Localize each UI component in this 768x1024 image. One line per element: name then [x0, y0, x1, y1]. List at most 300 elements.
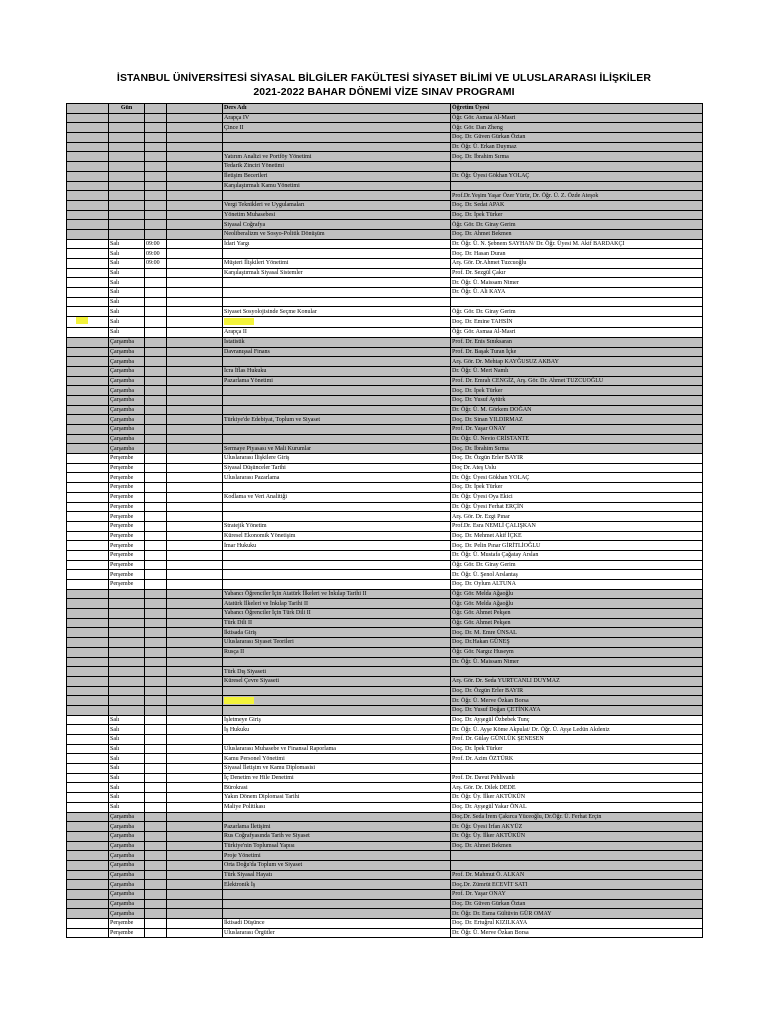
empty-cell	[167, 783, 223, 793]
teacher-cell: Dr. Öğr. Üyesi Gökhan YOLAÇ	[451, 171, 703, 181]
table-row	[67, 492, 703, 502]
teacher-cell: Öğr. Gör. Melda Ağaoğlu	[451, 599, 703, 609]
teacher-cell	[451, 851, 703, 861]
table-row	[67, 191, 703, 201]
empty-cell	[167, 278, 223, 288]
table-row	[67, 783, 703, 793]
teacher-cell: Dr. Öğr. Ü. Mustafa Çağatay Arslan	[451, 550, 703, 560]
header-cell	[145, 104, 167, 114]
row-marker-cell	[67, 725, 109, 735]
teacher-cell: Dr. Öğr. Ü. Mert Namlı	[451, 366, 703, 376]
day-cell: Salı	[109, 297, 145, 307]
teacher-cell: Prof. Dr. Enis Sınıksaran	[451, 337, 703, 347]
row-marker-cell	[67, 376, 109, 386]
row-marker-cell	[67, 521, 109, 531]
empty-cell	[167, 307, 223, 317]
row-marker-cell	[67, 386, 109, 396]
table-row	[67, 229, 703, 239]
time-cell	[145, 200, 167, 210]
teacher-cell: Dr. Öğr. Ü. N. Şebnem SAYHAN/ Dr. Öğr. Üyesi M. Akif BARDAKÇI	[451, 239, 703, 249]
row-marker-cell	[67, 502, 109, 512]
time-cell	[145, 851, 167, 861]
day-cell: Perşembe	[109, 492, 145, 502]
row-marker-cell	[67, 744, 109, 754]
table-row	[67, 454, 703, 464]
day-cell: Salı	[109, 773, 145, 783]
teacher-cell: Öğr. Gör. Ahmet Pekşen	[451, 609, 703, 619]
course-cell: Türkiye'nin Toplumsal Yapısı	[223, 841, 451, 851]
row-marker-cell	[67, 357, 109, 367]
day-cell	[109, 229, 145, 239]
day-cell	[109, 618, 145, 628]
row-marker-cell	[67, 133, 109, 143]
row-marker-cell	[67, 628, 109, 638]
day-cell: Çarşamba	[109, 376, 145, 386]
course-cell: Uluslararası Örgütler	[223, 928, 451, 938]
day-cell: Çarşamba	[109, 812, 145, 822]
row-marker-cell	[67, 560, 109, 570]
teacher-cell: Doç. Dr. İpek Türker	[451, 744, 703, 754]
day-cell: Çarşamba	[109, 909, 145, 919]
time-cell	[145, 328, 167, 338]
teacher-cell: Doç. Dr. Ahmet Bekmen	[451, 229, 703, 239]
time-cell: 09:00	[145, 249, 167, 259]
teacher-cell: Prof. Dr. Mahmut Ö. ALKAN	[451, 870, 703, 880]
teacher-cell: Doç. Dr. İpek Türker	[451, 210, 703, 220]
table-row	[67, 599, 703, 609]
empty-cell	[167, 492, 223, 502]
empty-cell	[167, 599, 223, 609]
day-cell: Salı	[109, 307, 145, 317]
empty-cell	[167, 715, 223, 725]
row-marker-cell	[67, 200, 109, 210]
time-cell	[145, 812, 167, 822]
teacher-cell: Prof. Dr. Sezgül Çakır	[451, 268, 703, 278]
teacher-cell: Dr. Öğr. Üyesi Gökhan YOLAÇ	[451, 473, 703, 483]
row-marker-cell	[67, 773, 109, 783]
course-cell: Tedarik Zinciri Yönetimi	[223, 162, 451, 172]
row-marker-cell	[67, 880, 109, 890]
day-cell	[109, 200, 145, 210]
empty-cell	[167, 560, 223, 570]
empty-cell	[167, 162, 223, 172]
row-marker-cell	[67, 851, 109, 861]
table-row	[67, 831, 703, 841]
course-cell: Türk Dış Siyaseti	[223, 667, 451, 677]
table-row	[67, 628, 703, 638]
teacher-cell: Doç. Dr. İbrahim Sırma	[451, 152, 703, 162]
course-cell: Yönetim Muhasebesi	[223, 210, 451, 220]
table-row	[67, 773, 703, 783]
table-row	[67, 512, 703, 522]
row-marker-cell	[67, 328, 109, 338]
course-cell: Pazarlama Yönetimi	[223, 376, 451, 386]
row-marker-cell	[67, 589, 109, 599]
teacher-cell: Dr. Öğr. Ü. Ali KAYA	[451, 288, 703, 298]
teacher-cell	[451, 667, 703, 677]
day-cell	[109, 152, 145, 162]
course-cell: İç Denetim ve Hile Denetimi	[223, 773, 451, 783]
empty-cell	[167, 483, 223, 493]
row-marker-cell	[67, 754, 109, 764]
time-cell	[145, 667, 167, 677]
course-cell: Vergi Teknikleri ve Uygulamaları	[223, 200, 451, 210]
table-row	[67, 541, 703, 551]
table-row	[67, 142, 703, 152]
empty-cell	[167, 113, 223, 123]
table-row	[67, 307, 703, 317]
course-cell	[223, 909, 451, 919]
time-cell	[145, 822, 167, 832]
empty-cell	[167, 133, 223, 143]
course-cell: Siyasal İletişim ve Kamu Diplomasisi	[223, 764, 451, 774]
teacher-cell: Doç. Dr. Hasan Duran	[451, 249, 703, 259]
teacher-cell: Doç. Dr. Sinan YILDIRMAZ	[451, 415, 703, 425]
day-cell: Salı	[109, 249, 145, 259]
day-cell: Salı	[109, 725, 145, 735]
table-row	[67, 200, 703, 210]
empty-cell	[167, 376, 223, 386]
table-row	[67, 705, 703, 715]
empty-cell	[167, 473, 223, 483]
table-row	[67, 870, 703, 880]
teacher-cell: Dr. Öğr. Ü. Şenol Arslantaş	[451, 570, 703, 580]
teacher-cell	[451, 162, 703, 172]
teacher-cell: Öğr. Gör. Dr. Giray Gerim	[451, 307, 703, 317]
time-cell	[145, 628, 167, 638]
teacher-cell	[451, 860, 703, 870]
time-cell	[145, 841, 167, 851]
course-cell: Küresel Ekonomik Yönetişim	[223, 531, 451, 541]
course-cell: İktisada Giriş	[223, 628, 451, 638]
row-marker-cell	[67, 822, 109, 832]
time-cell	[145, 793, 167, 803]
course-cell: Uluslararası Siyaset Teorileri	[223, 638, 451, 648]
day-cell: Perşembe	[109, 483, 145, 493]
course-cell: İstatistik	[223, 337, 451, 347]
teacher-cell: Prof.Dr.Yeşim Yaşar Özer Yürür, Dr. Öğr. Ü. Z. Özde Ateşok	[451, 191, 703, 201]
teacher-cell: Dr. Öğr. Dr. Esma Gültüvin GÜR OMAY	[451, 909, 703, 919]
empty-cell	[167, 812, 223, 822]
time-cell	[145, 657, 167, 667]
time-cell	[145, 376, 167, 386]
day-cell: Çarşamba	[109, 386, 145, 396]
row-marker-cell	[67, 425, 109, 435]
row-marker-cell	[67, 764, 109, 774]
row-marker-cell	[67, 580, 109, 590]
row-marker-cell	[67, 705, 109, 715]
table-row	[67, 793, 703, 803]
course-cell: Yabancı Öğrenciler İçin Türk Dili II	[223, 609, 451, 619]
day-cell: Perşembe	[109, 512, 145, 522]
teacher-cell: Prof.Dr. Esra NEMLİ ÇALIŞKAN	[451, 521, 703, 531]
table-header-row	[67, 104, 703, 114]
course-cell	[223, 483, 451, 493]
row-marker-cell	[67, 210, 109, 220]
course-cell	[223, 191, 451, 201]
table-row	[67, 337, 703, 347]
empty-cell	[167, 609, 223, 619]
course-cell	[223, 405, 451, 415]
time-cell	[145, 297, 167, 307]
row-marker-cell	[67, 609, 109, 619]
time-cell	[145, 288, 167, 298]
table-row	[67, 919, 703, 929]
header-cell-day: Gün	[109, 104, 145, 114]
row-marker-cell	[67, 239, 109, 249]
table-row	[67, 550, 703, 560]
table-row	[67, 764, 703, 774]
table-row	[67, 570, 703, 580]
day-cell: Çarşamba	[109, 870, 145, 880]
row-marker-cell	[67, 434, 109, 444]
course-cell	[223, 297, 451, 307]
time-cell	[145, 541, 167, 551]
day-cell: Salı	[109, 259, 145, 269]
empty-cell	[167, 171, 223, 181]
table-row	[67, 676, 703, 686]
teacher-cell: Doç. Dr. Ayşegül Özbebek Tunç	[451, 715, 703, 725]
table-row	[67, 899, 703, 909]
day-cell: Perşembe	[109, 550, 145, 560]
row-marker-cell	[67, 638, 109, 648]
teacher-cell: Doç. Dr. Oylum ALTUNA	[451, 580, 703, 590]
header-cell-course: Ders Adı	[223, 104, 451, 114]
day-cell: Perşembe	[109, 928, 145, 938]
table-row	[67, 521, 703, 531]
teacher-cell: Arş. Gör. Dr. Dilek DEDE	[451, 783, 703, 793]
teacher-cell: Prof. Dr. Başak Turan İçke	[451, 347, 703, 357]
course-cell: Yatırım Analizi ve Portföy Yönetimi	[223, 152, 451, 162]
empty-cell	[167, 181, 223, 191]
table-row	[67, 638, 703, 648]
time-cell	[145, 268, 167, 278]
course-cell: Proje Yönetimi	[223, 851, 451, 861]
course-cell: Karşılaştırmalı Siyasal Sistemler	[223, 268, 451, 278]
time-cell	[145, 502, 167, 512]
empty-cell	[167, 249, 223, 259]
empty-cell	[167, 512, 223, 522]
empty-cell	[167, 880, 223, 890]
empty-cell	[167, 657, 223, 667]
day-cell	[109, 657, 145, 667]
day-cell: Çarşamba	[109, 851, 145, 861]
empty-cell	[167, 851, 223, 861]
empty-cell	[167, 928, 223, 938]
table-row	[67, 386, 703, 396]
table-row	[67, 268, 703, 278]
course-cell: İmar Hukuku	[223, 541, 451, 551]
empty-cell	[167, 317, 223, 328]
table-row	[67, 366, 703, 376]
empty-cell	[167, 580, 223, 590]
table-row	[67, 580, 703, 590]
table-row	[67, 473, 703, 483]
table-row	[67, 890, 703, 900]
row-marker-cell	[67, 220, 109, 230]
empty-cell	[167, 395, 223, 405]
teacher-cell: Öğr. Gör. Dr. Giray Gerim	[451, 220, 703, 230]
row-marker-cell	[67, 599, 109, 609]
course-cell: Stratejik Yönetim	[223, 521, 451, 531]
course-cell	[223, 142, 451, 152]
table-row	[67, 297, 703, 307]
teacher-cell: Dr. Öğr. Ü. Nevio CRİSTANTE	[451, 434, 703, 444]
time-cell	[145, 560, 167, 570]
empty-cell	[167, 570, 223, 580]
empty-cell	[167, 860, 223, 870]
row-marker-cell	[67, 657, 109, 667]
empty-cell	[167, 696, 223, 706]
empty-cell	[167, 297, 223, 307]
course-cell: Uluslararası Muhasebe ve Finansal Raporlama	[223, 744, 451, 754]
empty-cell	[167, 676, 223, 686]
day-cell: Çarşamba	[109, 357, 145, 367]
course-cell: Orta Doğu'da Toplum ve Siyaset	[223, 860, 451, 870]
course-cell: Neoliberalizm ve Sosyo-Politik Dönüşüm	[223, 229, 451, 239]
day-cell	[109, 609, 145, 619]
teacher-cell: Prof. Dr. Emrah CENGİZ, Arş. Gör. Dr. Ahmet TUZCUOĞLU	[451, 376, 703, 386]
teacher-cell: Dr. Öğr. Üyesi Ferhat ERÇİN	[451, 502, 703, 512]
row-marker-cell	[67, 278, 109, 288]
row-marker-cell	[67, 259, 109, 269]
empty-cell	[167, 899, 223, 909]
day-cell: Çarşamba	[109, 425, 145, 435]
course-cell	[223, 705, 451, 715]
table-row	[67, 133, 703, 143]
row-marker-cell	[67, 831, 109, 841]
day-cell: Çarşamba	[109, 434, 145, 444]
row-marker-cell	[67, 463, 109, 473]
time-cell	[145, 317, 167, 328]
day-cell	[109, 676, 145, 686]
day-cell: Salı	[109, 278, 145, 288]
day-cell: Salı	[109, 288, 145, 298]
course-cell	[223, 580, 451, 590]
course-cell	[223, 735, 451, 745]
row-marker-cell	[67, 841, 109, 851]
time-cell	[145, 599, 167, 609]
teacher-cell	[451, 764, 703, 774]
teacher-cell: Doç. Dr. Güven Gürkan Öztan	[451, 133, 703, 143]
empty-cell	[167, 142, 223, 152]
day-cell: Çarşamba	[109, 841, 145, 851]
time-cell: 09:00	[145, 259, 167, 269]
day-cell: Çarşamba	[109, 822, 145, 832]
row-marker-cell	[67, 860, 109, 870]
time-cell	[145, 357, 167, 367]
empty-cell	[167, 229, 223, 239]
row-marker-cell	[67, 415, 109, 425]
time-cell	[145, 434, 167, 444]
table-row	[67, 357, 703, 367]
empty-cell	[167, 328, 223, 338]
time-cell	[145, 899, 167, 909]
time-cell	[145, 181, 167, 191]
teacher-cell: Doç.Dr. Zümrüt ECEVİT SATI	[451, 880, 703, 890]
day-cell	[109, 638, 145, 648]
time-cell	[145, 123, 167, 133]
table-row	[67, 928, 703, 938]
header-cell-teacher: Öğretim Üyesi	[451, 104, 703, 114]
row-marker-cell	[67, 191, 109, 201]
time-cell	[145, 463, 167, 473]
course-cell	[223, 317, 451, 328]
row-marker-cell	[67, 307, 109, 317]
table-row	[67, 249, 703, 259]
table-row	[67, 171, 703, 181]
page-subtitle: 2021-2022 BAHAR DÖNEMİ VİZE SINAV PROGRAMI	[253, 86, 515, 98]
course-cell: Türkiye'de Edebiyat, Toplum ve Siyaset	[223, 415, 451, 425]
time-cell	[145, 618, 167, 628]
highlight-mark	[76, 317, 88, 324]
course-cell	[223, 425, 451, 435]
time-cell	[145, 580, 167, 590]
time-cell	[145, 705, 167, 715]
time-cell	[145, 744, 167, 754]
row-marker-cell	[67, 512, 109, 522]
time-cell	[145, 425, 167, 435]
course-cell: Karşılaştırmalı Kamu Yönetimi	[223, 181, 451, 191]
teacher-cell: Doç. Dr. Özgün Erler BAYIR	[451, 686, 703, 696]
teacher-cell: Arş. Gör. Dr. Mehtap KAYĞUSUZ AKBAY	[451, 357, 703, 367]
teacher-cell: Prof. Dr. Yaşar ONAY	[451, 890, 703, 900]
teacher-cell: Dr. Öğr. Ü. Merve Özkan Borsa	[451, 696, 703, 706]
teacher-cell: Dr. Öğr. Ü. Maissam Nimer	[451, 278, 703, 288]
table-row	[67, 259, 703, 269]
row-marker-cell	[67, 696, 109, 706]
time-cell	[145, 142, 167, 152]
empty-cell	[167, 463, 223, 473]
day-cell: Salı	[109, 754, 145, 764]
time-cell	[145, 676, 167, 686]
empty-cell	[167, 288, 223, 298]
day-cell	[109, 628, 145, 638]
time-cell	[145, 395, 167, 405]
empty-cell	[167, 890, 223, 900]
day-cell: Salı	[109, 317, 145, 328]
teacher-cell: Doç. Dr. Ahmet Bekmen	[451, 841, 703, 851]
empty-cell	[167, 531, 223, 541]
teacher-cell: Doç. Dr. İbrahim Sırma	[451, 444, 703, 454]
teacher-cell: Öğr. Gör. Ahmet Pekşen	[451, 618, 703, 628]
table-row	[67, 123, 703, 133]
empty-cell	[167, 239, 223, 249]
row-marker-cell	[67, 249, 109, 259]
course-cell: Uluslararası Pazarlama	[223, 473, 451, 483]
row-marker-cell	[67, 297, 109, 307]
empty-cell	[167, 191, 223, 201]
time-cell	[145, 278, 167, 288]
table-row	[67, 880, 703, 890]
day-cell	[109, 705, 145, 715]
teacher-cell: Dr. Öğr. Üyesi İrfan AKYÜZ	[451, 822, 703, 832]
day-cell: Perşembe	[109, 454, 145, 464]
time-cell	[145, 696, 167, 706]
day-cell	[109, 220, 145, 230]
table-row	[67, 909, 703, 919]
row-marker-cell	[67, 162, 109, 172]
row-marker-cell	[67, 405, 109, 415]
time-cell	[145, 647, 167, 657]
course-cell: İdari Yargı	[223, 239, 451, 249]
day-cell: Salı	[109, 793, 145, 803]
time-cell	[145, 890, 167, 900]
empty-cell	[167, 405, 223, 415]
time-cell	[145, 802, 167, 812]
row-marker-cell	[67, 483, 109, 493]
day-cell: Perşembe	[109, 473, 145, 483]
